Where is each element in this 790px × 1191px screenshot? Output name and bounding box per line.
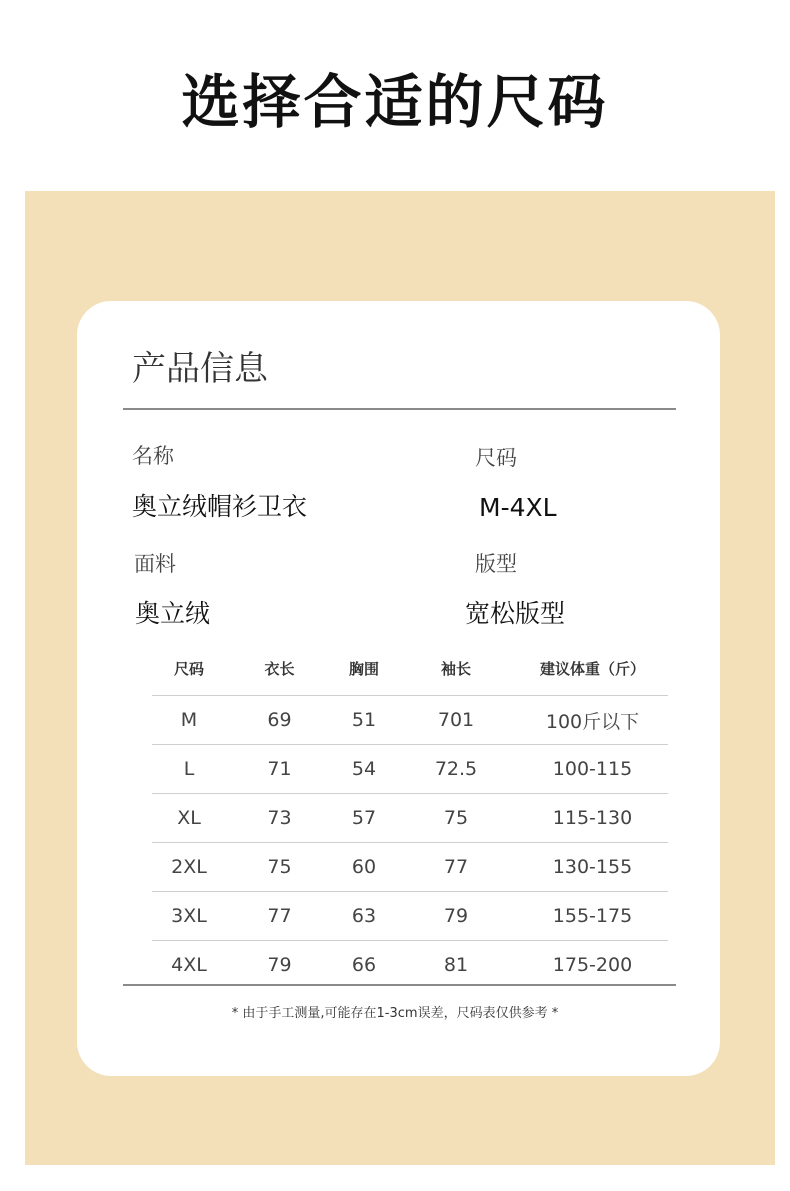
name-value: 奥立绒帽衫卫衣 — [132, 492, 308, 521]
cell-length: 73 — [267, 807, 292, 829]
cell-length: 69 — [267, 709, 292, 731]
table-row — [152, 940, 668, 989]
cell-chest: 54 — [351, 758, 377, 780]
header-size: 尺码 — [173, 660, 204, 678]
cell-weight: 115-130 — [552, 807, 633, 829]
cell-length: 71 — [267, 758, 292, 780]
cell-chest: 63 — [351, 905, 377, 927]
cell-size: M — [180, 709, 198, 731]
cell-length: 79 — [267, 954, 292, 976]
cell-sleeve: 77 — [443, 856, 469, 878]
cell-size: XL — [177, 807, 201, 829]
size-table-header — [152, 642, 668, 695]
fit-label: 版型 — [475, 552, 517, 576]
table-row — [152, 842, 668, 891]
bottom-divider — [123, 984, 676, 986]
header-length: 衣长 — [264, 660, 295, 678]
cell-chest: 57 — [351, 807, 377, 829]
name-label: 名称 — [132, 444, 174, 468]
cell-weight: 175-200 — [552, 954, 633, 976]
header-weight: 建议体重（斤） — [539, 660, 645, 678]
cell-sleeve: 701 — [437, 709, 475, 731]
cell-size: L — [183, 758, 195, 780]
fabric-label: 面料 — [134, 552, 176, 576]
cell-length: 77 — [267, 905, 292, 927]
cell-sleeve: 81 — [443, 954, 469, 976]
section-title: 产品信息 — [132, 349, 268, 389]
cell-sleeve: 79 — [443, 905, 469, 927]
table-row — [152, 744, 668, 793]
size-label: 尺码 — [475, 446, 517, 470]
table-row — [152, 793, 668, 842]
cell-size: 3XL — [171, 905, 207, 927]
size-value: M-4XL — [479, 493, 557, 522]
top-divider — [123, 408, 676, 410]
header-sleeve: 袖长 — [440, 660, 471, 678]
table-row — [152, 695, 668, 744]
cell-sleeve: 72.5 — [434, 758, 478, 780]
cell-chest: 66 — [351, 954, 377, 976]
cell-chest: 51 — [351, 709, 377, 731]
measurement-footnote: * 由于手工测量,可能存在1-3cm误差，尺码表仅供参考 * — [231, 1006, 559, 1021]
fabric-value: 奥立绒 — [135, 599, 211, 628]
cell-weight: 100-115 — [552, 758, 633, 780]
size-table — [152, 642, 668, 989]
page-title: 选择合适的尺码 — [181, 68, 609, 136]
cell-length: 75 — [267, 856, 292, 878]
cell-size: 2XL — [171, 856, 207, 878]
cell-size: 4XL — [171, 954, 207, 976]
header-chest: 胸围 — [348, 660, 379, 678]
fit-value: 宽松版型 — [465, 599, 566, 628]
cell-chest: 60 — [351, 856, 377, 878]
cell-sleeve: 75 — [443, 807, 469, 829]
table-row — [152, 891, 668, 940]
cell-weight: 100斤以下 — [545, 710, 640, 733]
cell-weight: 130-155 — [552, 856, 633, 878]
cell-weight: 155-175 — [552, 905, 633, 927]
